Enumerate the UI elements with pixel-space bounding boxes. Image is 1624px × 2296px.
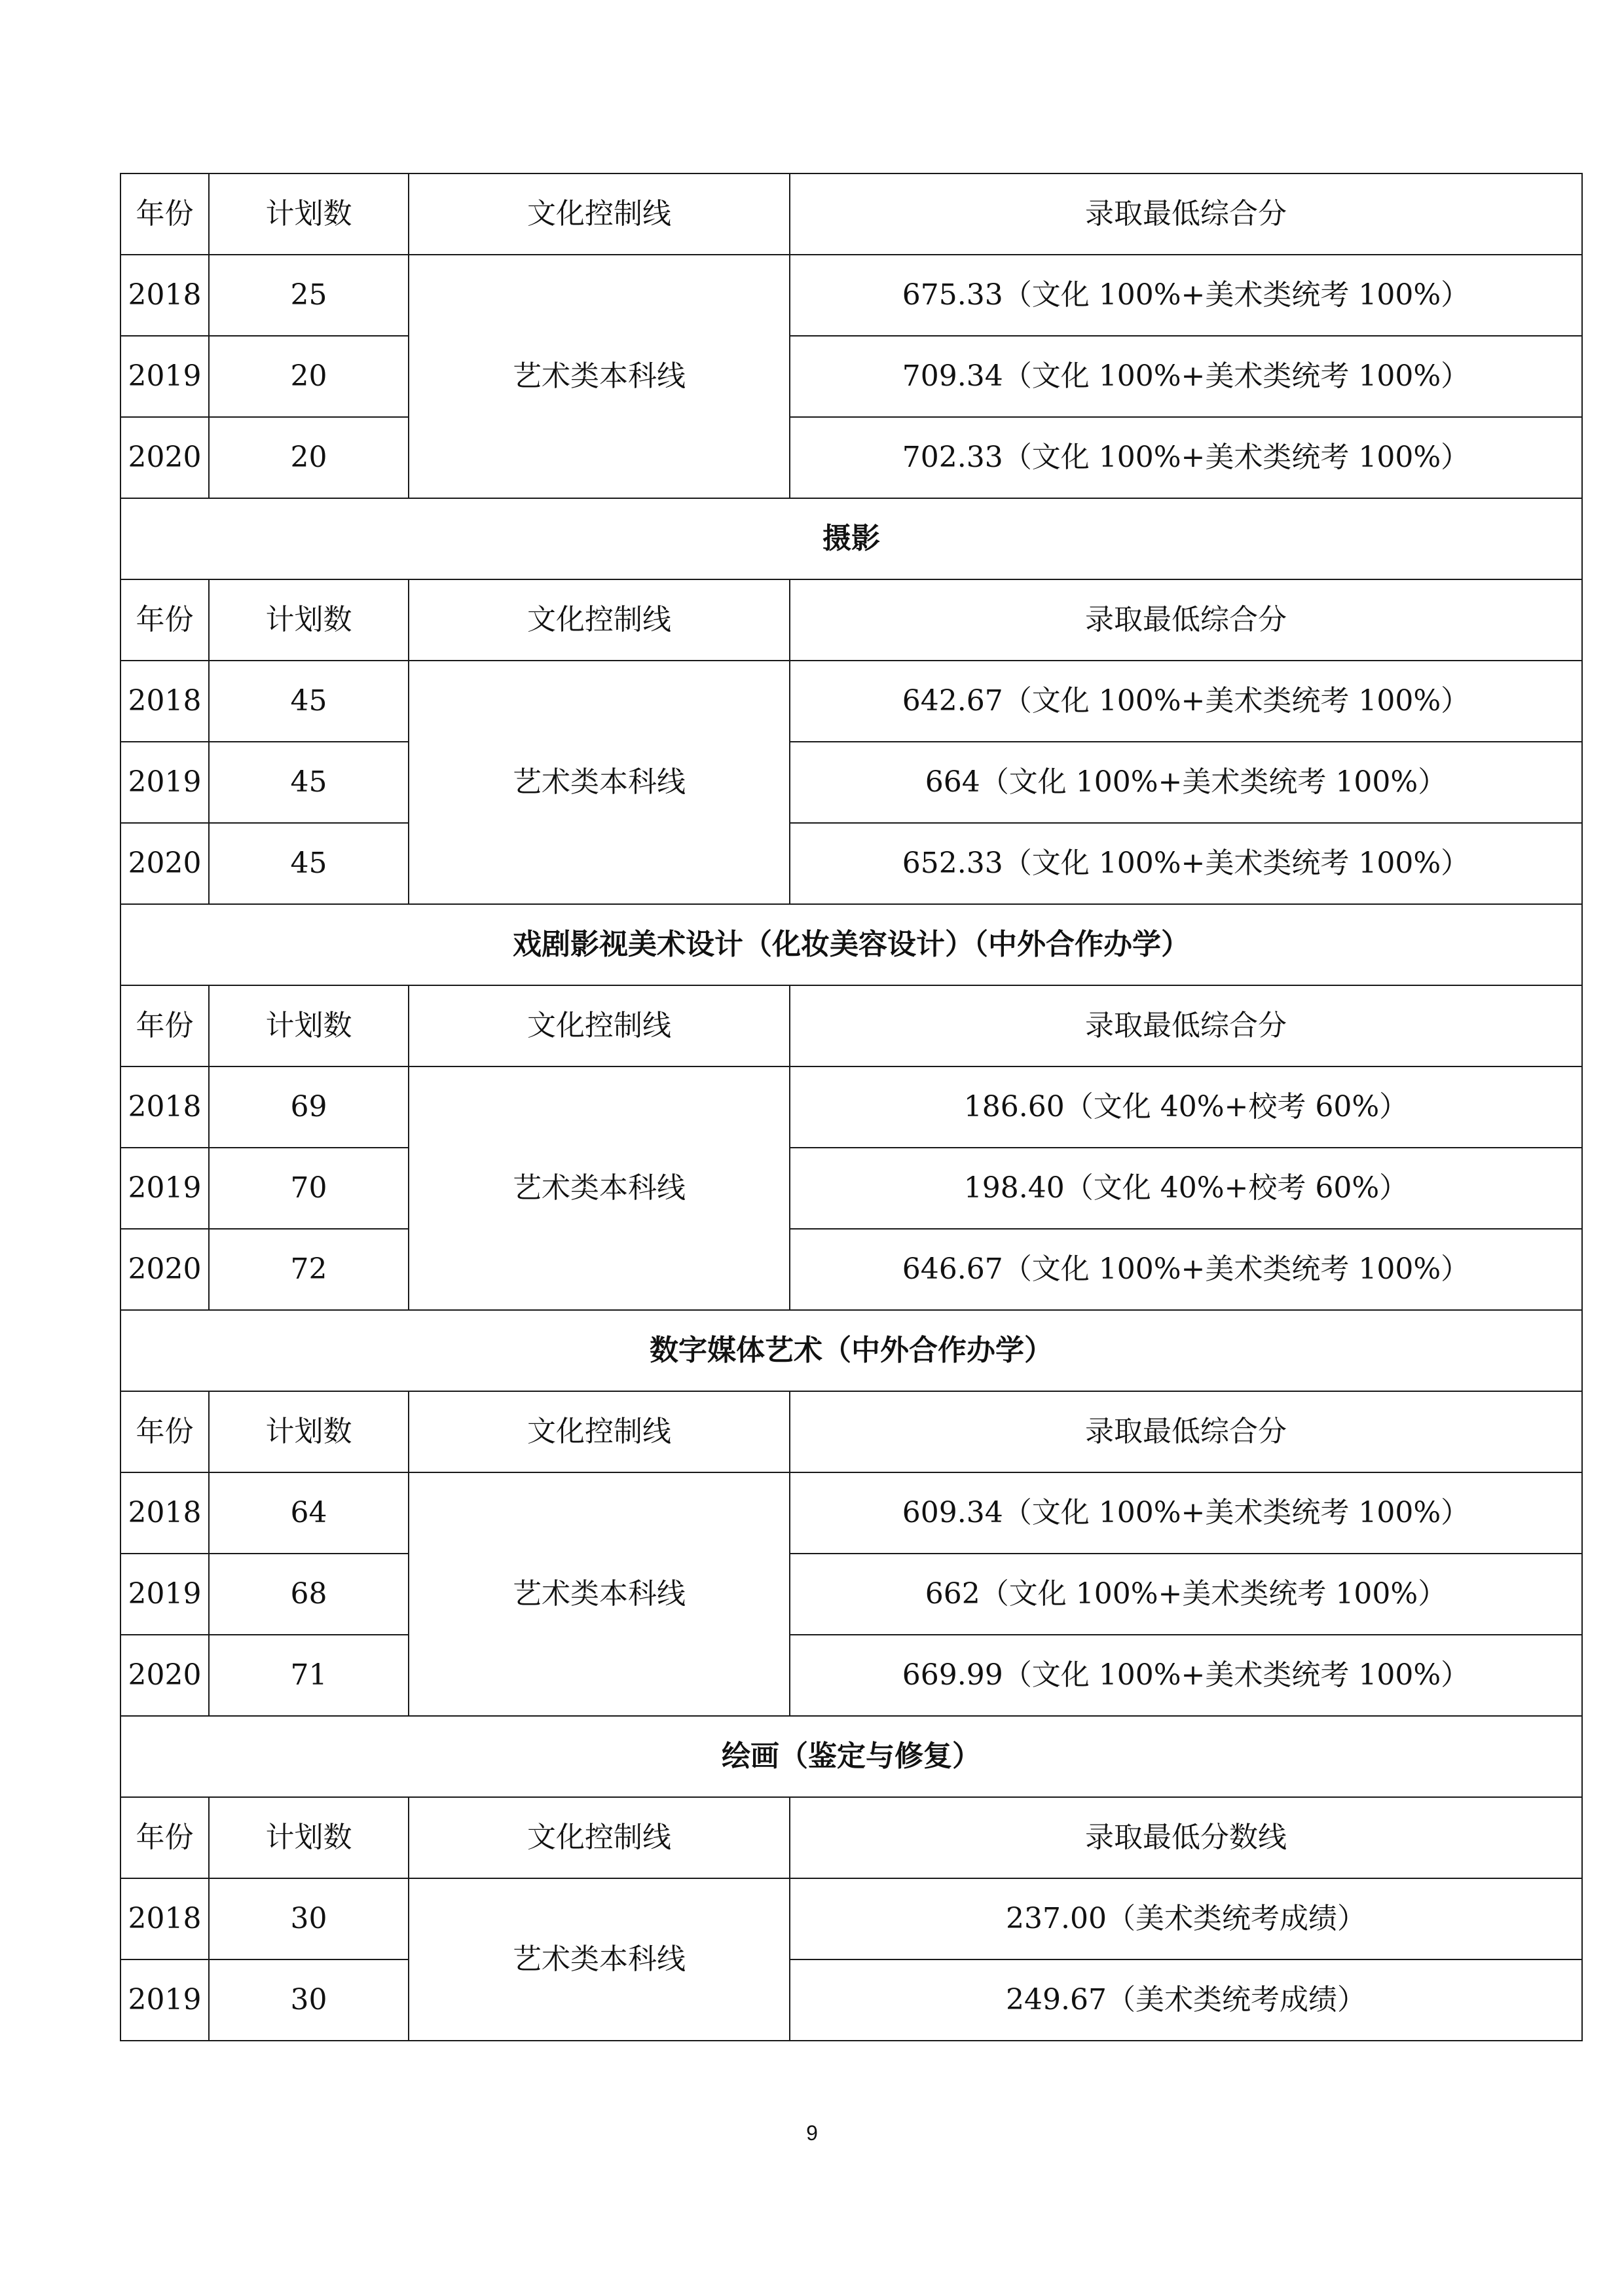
header-score: 录取最低综合分 (790, 579, 1582, 661)
cell-plan: 45 (209, 823, 409, 904)
cell-year: 2019 (120, 336, 209, 417)
header-year: 年份 (120, 579, 209, 661)
header-plan: 计划数 (209, 1797, 409, 1878)
cell-control-line: 艺术类本科线 (409, 1472, 790, 1716)
cell-year: 2018 (120, 661, 209, 742)
table-row (120, 1959, 1582, 2041)
cell-score: 186.60（文化 40%+校考 60%） (790, 1066, 1582, 1148)
table-row (120, 742, 1582, 823)
cell-score: 642.67（文化 100%+美术类统考 100%） (790, 661, 1582, 742)
cell-year: 2020 (120, 1635, 209, 1716)
cell-plan: 68 (209, 1554, 409, 1635)
section-title-row (120, 904, 1582, 985)
cell-year: 2020 (120, 417, 209, 498)
section-title: 绘画（鉴定与修复） (120, 1716, 1582, 1797)
header-score: 录取最低综合分 (790, 1391, 1582, 1472)
cell-plan: 25 (209, 255, 409, 336)
header-year: 年份 (120, 173, 209, 255)
cell-plan: 64 (209, 1472, 409, 1554)
cell-score: 237.00（美术类统考成绩） (790, 1878, 1582, 1959)
cell-plan: 20 (209, 417, 409, 498)
cell-year: 2019 (120, 742, 209, 823)
header-row (120, 1797, 1582, 1878)
table-row (120, 1472, 1582, 1554)
cell-plan: 72 (209, 1229, 409, 1310)
cell-year: 2019 (120, 1554, 209, 1635)
table-row (120, 1148, 1582, 1229)
cell-plan: 20 (209, 336, 409, 417)
table-row (120, 255, 1582, 336)
header-row (120, 173, 1582, 255)
cell-year: 2020 (120, 823, 209, 904)
header-control-line: 文化控制线 (409, 579, 790, 661)
cell-plan: 69 (209, 1066, 409, 1148)
header-year: 年份 (120, 1797, 209, 1878)
section-title: 数字媒体艺术（中外合作办学） (120, 1310, 1582, 1391)
header-control-line: 文化控制线 (409, 1391, 790, 1472)
table-row (120, 1066, 1582, 1148)
cell-year: 2019 (120, 1959, 209, 2041)
cell-score: 249.67（美术类统考成绩） (790, 1959, 1582, 2041)
cell-year: 2018 (120, 1066, 209, 1148)
header-score: 录取最低综合分 (790, 985, 1582, 1066)
section-title: 戏剧影视美术设计（化妆美容设计）（中外合作办学） (120, 904, 1582, 985)
header-row (120, 579, 1582, 661)
cell-control-line: 艺术类本科线 (409, 661, 790, 904)
cell-control-line: 艺术类本科线 (409, 1066, 790, 1310)
table-row (120, 336, 1582, 417)
table-row (120, 823, 1582, 904)
cell-plan: 45 (209, 661, 409, 742)
section-title: 摄影 (120, 498, 1582, 579)
table-row (120, 417, 1582, 498)
header-score: 录取最低分数线 (790, 1797, 1582, 1878)
header-plan: 计划数 (209, 579, 409, 661)
page-number: 9 (806, 2121, 818, 2145)
cell-score: 669.99（文化 100%+美术类统考 100%） (790, 1635, 1582, 1716)
section-title-row (120, 498, 1582, 579)
table-row (120, 661, 1582, 742)
cell-year: 2018 (120, 1878, 209, 1959)
header-row (120, 985, 1582, 1066)
header-control-line: 文化控制线 (409, 173, 790, 255)
cell-plan: 70 (209, 1148, 409, 1229)
section-title-row (120, 1716, 1582, 1797)
cell-score: 652.33（文化 100%+美术类统考 100%） (790, 823, 1582, 904)
cell-year: 2018 (120, 255, 209, 336)
cell-control-line: 艺术类本科线 (409, 1878, 790, 2041)
admission-score-table (120, 173, 1583, 2041)
cell-plan: 30 (209, 1959, 409, 2041)
table-row (120, 1635, 1582, 1716)
cell-score: 664（文化 100%+美术类统考 100%） (790, 742, 1582, 823)
table-row (120, 1229, 1582, 1310)
cell-control-line: 艺术类本科线 (409, 255, 790, 498)
cell-score: 198.40（文化 40%+校考 60%） (790, 1148, 1582, 1229)
header-year: 年份 (120, 1391, 209, 1472)
cell-plan: 71 (209, 1635, 409, 1716)
table-row (120, 1554, 1582, 1635)
header-control-line: 文化控制线 (409, 1797, 790, 1878)
cell-plan: 45 (209, 742, 409, 823)
cell-plan: 30 (209, 1878, 409, 1959)
cell-score: 646.67（文化 100%+美术类统考 100%） (790, 1229, 1582, 1310)
cell-score: 662（文化 100%+美术类统考 100%） (790, 1554, 1582, 1635)
cell-score: 609.34（文化 100%+美术类统考 100%） (790, 1472, 1582, 1554)
table-body (120, 173, 1582, 2041)
header-score: 录取最低综合分 (790, 173, 1582, 255)
cell-year: 2018 (120, 1472, 209, 1554)
cell-score: 702.33（文化 100%+美术类统考 100%） (790, 417, 1582, 498)
header-plan: 计划数 (209, 173, 409, 255)
cell-score: 675.33（文化 100%+美术类统考 100%） (790, 255, 1582, 336)
header-plan: 计划数 (209, 1391, 409, 1472)
section-title-row (120, 1310, 1582, 1391)
table-row (120, 1878, 1582, 1959)
header-row (120, 1391, 1582, 1472)
cell-year: 2020 (120, 1229, 209, 1310)
cell-year: 2019 (120, 1148, 209, 1229)
cell-score: 709.34（文化 100%+美术类统考 100%） (790, 336, 1582, 417)
header-control-line: 文化控制线 (409, 985, 790, 1066)
header-year: 年份 (120, 985, 209, 1066)
header-plan: 计划数 (209, 985, 409, 1066)
